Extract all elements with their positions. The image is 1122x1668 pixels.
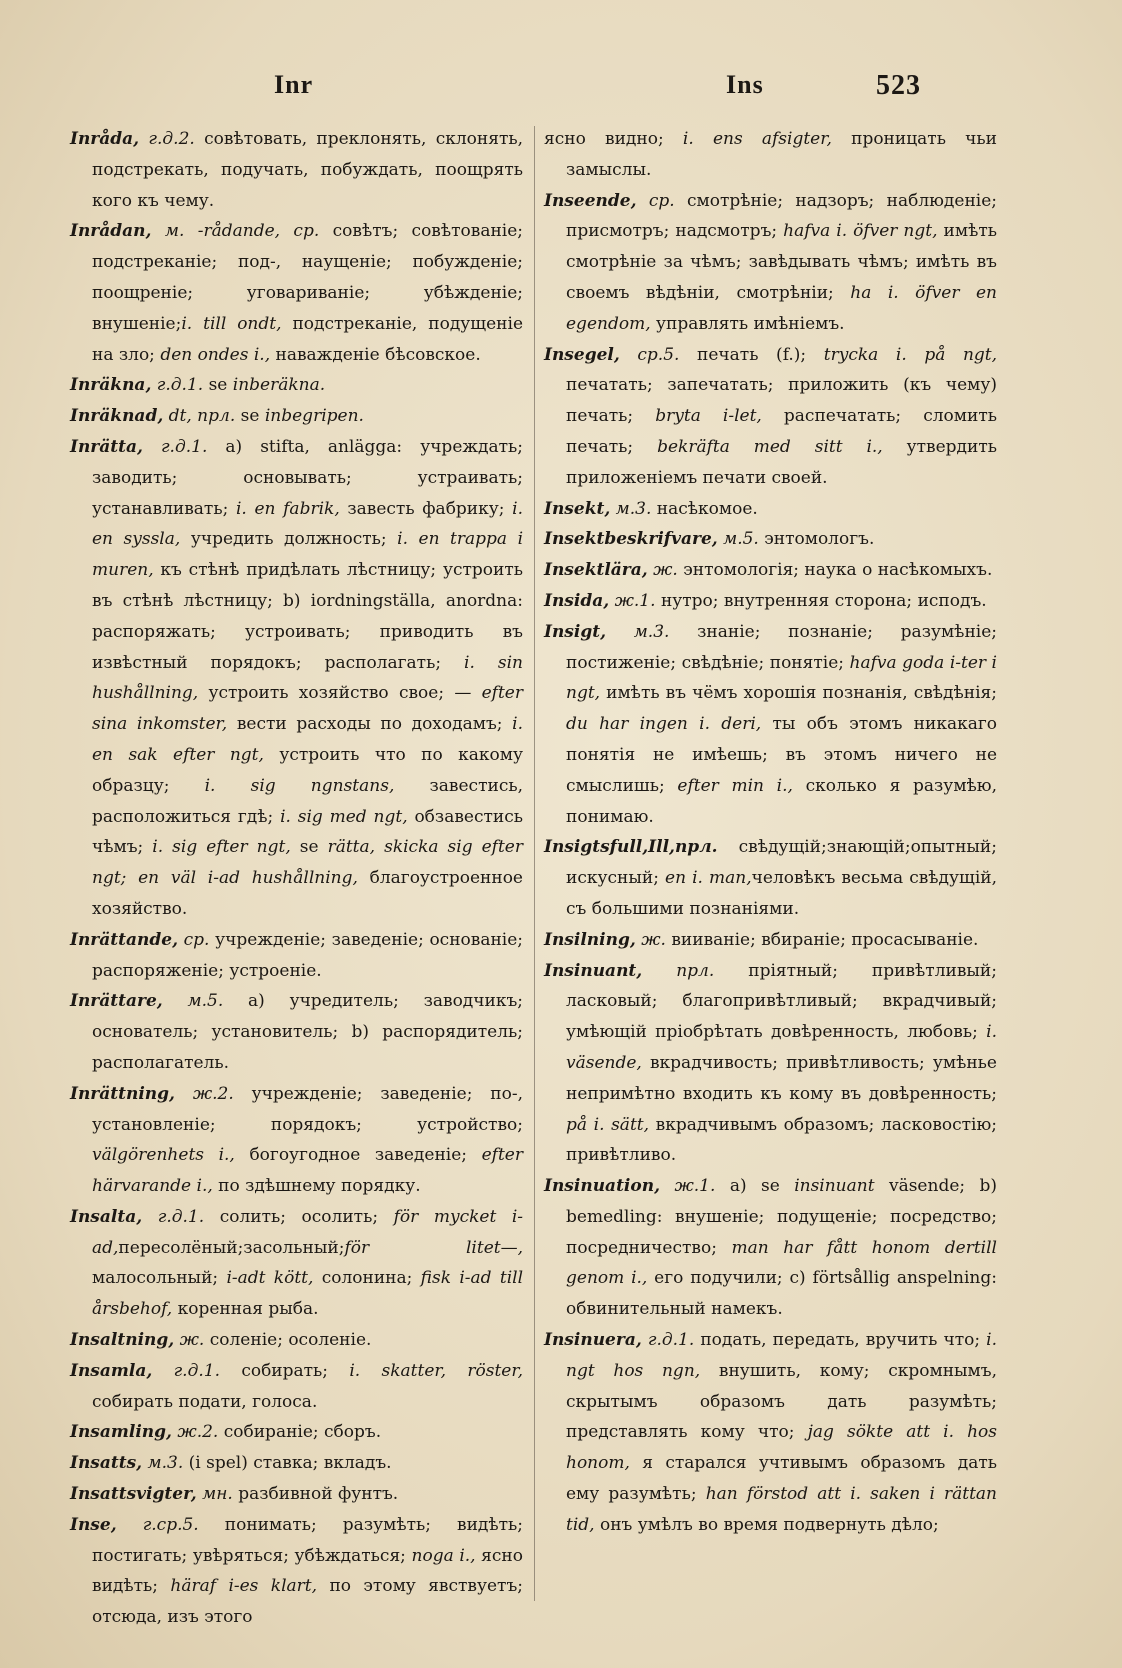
headword: Insatts, — [70, 1453, 143, 1474]
headword: Insinuant, — [544, 960, 643, 981]
headword: Insamla, — [70, 1360, 153, 1381]
headword: Insattsvigter, — [70, 1484, 197, 1505]
right-column — [544, 124, 997, 1541]
dictionary-entry — [544, 340, 997, 494]
grammar-label: ж.1. — [674, 1176, 716, 1197]
dictionary-entry — [70, 925, 523, 987]
example-phrase: bryta i-let, — [655, 406, 762, 427]
translation: вкрадчивость; привѣтливость; умѣнье непримѣтно входить къ кому въ довѣренность; — [566, 1052, 997, 1104]
translation: завесть фабрику; — [339, 498, 513, 519]
definition: солить; осолить; — [219, 1206, 379, 1227]
definition: собираніе; сборъ. — [223, 1422, 382, 1443]
example-phrase: i. till ondt, — [181, 313, 282, 334]
translation: по этому явствуетъ; отсюда, изъ этого — [92, 1576, 523, 1628]
example-phrase: i. en syssla, — [92, 498, 523, 550]
grammar-label: мн. — [202, 1484, 233, 1505]
example-phrase: — efter sina inkomster, — [92, 683, 523, 735]
definition: совѣтъ; совѣтованіе; подстреканіе; под-, наущеніе; побужденіе; поощреніе; уговариваніе; убѣжденіе; внушеніе; — [92, 221, 524, 334]
dictionary-entry — [70, 1079, 523, 1202]
headword: Insigt, — [544, 621, 606, 642]
translation: обзавестись чѣмъ; — [92, 806, 523, 858]
dictionary-entry — [544, 1171, 997, 1325]
translation: внушить, кому; скромнымъ, скрытымъ образомъ дать разумѣть; представлять кому что; — [566, 1360, 997, 1443]
dictionary-entry — [544, 925, 997, 956]
column-divider — [534, 126, 535, 1601]
example-phrase: i. skatter, röster, — [328, 1360, 523, 1381]
dictionary-entry — [544, 956, 997, 1172]
definition: смотрѣніе; надзоръ; наблюденіе; присмотръ; надсмотръ; — [566, 190, 997, 242]
dictionary-entry — [70, 216, 523, 370]
example-phrase: häraf i-es klart, — [170, 1576, 318, 1597]
example-phrase: efter min i., — [677, 775, 793, 796]
headword: Insinuation, — [544, 1176, 661, 1197]
translation: подстреканіе, подущеніе на зло; — [92, 313, 523, 365]
grammar-label: г.д.1. — [173, 1360, 220, 1381]
example-phrase: du har ingen i. deri, — [566, 714, 762, 735]
definition: a) учредитель; заводчикъ; основатель; установитель; b) распорядитель; располагатель. — [92, 991, 524, 1073]
grammar-label: ж.2. — [177, 1422, 219, 1443]
translation: пересолёный;засольный; — [118, 1237, 345, 1258]
grammar-label: ж. — [641, 929, 666, 950]
example-phrase: efter härvarande i., — [92, 1145, 523, 1197]
example-phrase: för mycket i-ad, — [92, 1206, 524, 1258]
dictionary-entry — [544, 524, 997, 555]
dictionary-entry — [544, 1325, 997, 1541]
dictionary-entry — [544, 832, 997, 924]
headword: Inräkna, — [70, 375, 152, 396]
translation: вести расходы по доходамъ; — [227, 714, 513, 735]
example-phrase: i. en trappa i muren, — [92, 529, 524, 581]
example-phrase: trycka i. på ngt, — [806, 344, 998, 365]
translation: сколько я разумѣю, понимаю. — [566, 775, 997, 827]
translation: его подучили; c) förtsållig anspelning: обвинительный намекъ. — [566, 1268, 997, 1320]
dictionary-entry — [70, 1356, 523, 1418]
dictionary-entry — [544, 586, 997, 617]
definition: ясно видно; — [544, 129, 664, 149]
headword: Insalta, — [70, 1206, 143, 1227]
grammar-label: ср. — [183, 929, 210, 950]
example-phrase: i. sig ngnstans, — [204, 775, 395, 796]
definition: пріятный; привѣтливый; ласковый; благопривѣтливый; вкрадчивый; умѣющій пріобрѣтать довѣренность, любовь; — [566, 960, 997, 1043]
grammar-label: ср.5. — [637, 344, 680, 365]
headword: Insinuera, — [544, 1330, 642, 1351]
translation: устроить хозяйство свое; — [198, 683, 455, 704]
translation: къ стѣнѣ придѣлать лѣстницу; устроить въ стѣнѣ лѣстницу; b) iordningställa, anordna: распоряжать; устроивать; приводить въ извѣстный порядокъ; располагать; — [92, 560, 523, 673]
headword: Inrättare, — [70, 991, 163, 1012]
grammar-label: г.д.1. — [156, 375, 204, 396]
grammar-label: ж. — [179, 1330, 205, 1351]
example-phrase: han förstod att i. saken i rättan tid, — [566, 1484, 998, 1535]
definition: вииваніе; вбираніе; просасываніе. — [671, 929, 979, 950]
dictionary-entry — [544, 555, 997, 586]
translation: ясно видѣть; — [92, 1545, 523, 1597]
dictionary-entry — [70, 986, 523, 1078]
grammar-label: м.3. — [633, 621, 670, 642]
grammar-label: м. -rådande, ср. — [164, 221, 320, 242]
example-phrase: i-adt kött, — [226, 1268, 314, 1289]
dictionary-entry — [544, 617, 997, 833]
grammar-label: г.д.2. — [148, 129, 195, 149]
left-column — [70, 124, 523, 1633]
headword: Inrättande, — [70, 929, 178, 950]
example-phrase: i. sin hushållning, — [92, 652, 523, 704]
translation: устроить что по какому образцу; — [92, 744, 523, 796]
headword: Inräknad, — [70, 406, 164, 427]
dictionary-entry — [70, 1510, 523, 1633]
dictionary-entry — [70, 370, 523, 401]
grammar-label: dt, прл. — [168, 406, 236, 427]
dictionary-entry — [70, 1448, 523, 1479]
example-phrase: den ondes i., — [160, 344, 271, 365]
running-head-left: Inr — [274, 70, 314, 99]
headword: Inråda, — [70, 129, 140, 149]
translation: учредить должность; — [180, 529, 398, 550]
translation: коренная рыба. — [172, 1299, 319, 1320]
example-phrase: i. en sak efter ngt, — [92, 714, 523, 765]
definition: se — [208, 375, 228, 396]
dictionary-entry — [70, 1417, 523, 1448]
translation: собирать подати, голоса. — [92, 1391, 318, 1412]
definition: соленіе; осоленіе. — [209, 1330, 372, 1351]
page-number: 523 — [876, 70, 921, 101]
example-phrase: insinuant — [779, 1176, 875, 1197]
headword: Insektbeskrifvare, — [544, 529, 718, 550]
dictionary-entry — [544, 494, 997, 525]
definition: нутро; внутренняя сторона; исподъ. — [660, 590, 987, 611]
dictionary-entry — [70, 401, 523, 432]
grammar-label: м.3. — [615, 498, 652, 519]
grammar-label: ср. — [648, 190, 675, 211]
translation: я старался учтивымъ образомъ дать ему разумѣть; — [566, 1453, 997, 1505]
headword: Inrådan, — [70, 221, 152, 242]
grammar-label: м.5. — [723, 529, 759, 550]
definition: se — [240, 406, 260, 427]
definition: собирать; — [241, 1360, 329, 1381]
grammar-label: прл. — [676, 960, 715, 981]
grammar-label: г.д.1. — [160, 436, 208, 457]
headword: Insegel, — [544, 344, 620, 365]
definition: знаніе; познаніе; разумѣніе; постиженіе; свѣдѣніе; понятіе; — [566, 621, 997, 673]
grammar-label: ж.2. — [192, 1083, 234, 1104]
example-phrase: välgörenhets i., — [92, 1145, 235, 1166]
grammar-label: г.ср.5. — [142, 1514, 199, 1535]
example-phrase: för litet—, — [344, 1237, 523, 1258]
example-phrase: i. sig med ngt, — [280, 806, 408, 827]
headword: Insilning, — [544, 929, 636, 950]
grammar-label: г.д.1. — [647, 1330, 695, 1351]
headword: Insamling, — [70, 1422, 172, 1443]
translation: распечатать; сломить печать; — [566, 406, 997, 457]
example-phrase: inberäkna. — [227, 375, 326, 396]
example-phrase: på i. sätt, — [566, 1114, 650, 1135]
dictionary-entry — [544, 124, 997, 186]
definition: подать, передать, вручить что; — [700, 1330, 981, 1351]
headword: Inrätta, — [70, 436, 143, 457]
translation: человѣкъ весьма свѣдущій, съ большими познаніями. — [566, 868, 997, 919]
translation: наважденіе бѣсовское. — [270, 344, 481, 365]
definition: a) stifta, anlägga: учреждать; заводить; основывать; устраивать; устанавливать; — [92, 436, 524, 519]
translation: солонина; — [313, 1268, 421, 1289]
example-phrase: i. en fabrik, — [228, 498, 340, 519]
example-phrase: i. ngt hos ngn, — [566, 1330, 998, 1381]
example-phrase: noga i., — [405, 1545, 476, 1566]
grammar-label: м.5. — [187, 991, 224, 1012]
dictionary-entry — [70, 1202, 523, 1325]
definition: совѣтовать, преклонять, склонять, подстрекать, подучать, побуждать, поощрять кого къ чему. — [92, 129, 524, 211]
translation: ты объ этомъ никакаго понятія не имѣешь; въ этомъ ничего не смыслишь; — [566, 714, 998, 796]
definition: (i spel) ставка; вкладъ. — [188, 1453, 392, 1474]
example-phrase: bekräfta med sitt i., — [657, 436, 883, 457]
dictionary-entry — [544, 186, 997, 340]
example-phrase: en i. man, — [658, 868, 752, 889]
definition: понимать; разумѣть; видѣть; постигать; увѣряться; убѣждаться; — [92, 1514, 524, 1566]
grammar-label: ж. — [653, 560, 678, 581]
dictionary-entry — [70, 1325, 523, 1356]
dictionary-entry — [70, 124, 523, 216]
example-phrase: inbegripen. — [259, 406, 364, 427]
translation: проницать чьи замыслы. — [566, 129, 997, 180]
dictionary-entry — [70, 1479, 523, 1510]
dictionary-entry — [70, 432, 523, 925]
headword: Inseende, — [544, 190, 637, 211]
translation: онъ умѣлъ во время подвернуть дѣло; — [594, 1514, 939, 1535]
headword: Insigtsfull,Ill,прл. — [544, 837, 718, 858]
example-phrase: i. sig efter ngt, — [152, 837, 291, 858]
translation: имѣть въ чёмъ хорошія познанія, свѣдѣнія; — [600, 683, 997, 704]
example-phrase: i. väsende, — [566, 1022, 997, 1073]
grammar-label: г.д.1. — [157, 1206, 205, 1227]
example-phrase: hafva i. öfver ngt, — [777, 221, 938, 242]
definition: учрежденіе; заведеніе; по-, установленіе; порядокъ; устройство; — [92, 1083, 523, 1135]
example-phrase: rätta, skicka sig efter ngt; en väl i-ad hushållning, — [92, 837, 523, 889]
example-phrase: jag sökte att i. hos honom, — [566, 1422, 997, 1474]
example-phrase: i. ens afsigter, — [663, 129, 832, 149]
translation: благоустроенное хозяйство. — [92, 868, 523, 919]
example-phrase: fisk i-ad till årsbehof, — [92, 1268, 524, 1320]
translation: имѣть смотрѣніе за чѣмъ; завѣдывать чѣмъ; имѣть въ своемъ вѣдѣніи, смотрѣніи; — [566, 221, 997, 303]
headword: Inrättning, — [70, 1083, 175, 1104]
headword: Inse, — [70, 1514, 117, 1535]
example-phrase: hafva goda i-ter i ngt, — [566, 652, 997, 704]
translation: управлять имѣніемъ. — [650, 313, 845, 334]
definition: насѣкомое. — [656, 498, 758, 519]
running-head-right: Ins — [726, 70, 764, 99]
translation: богоугодное заведеніе; — [234, 1145, 482, 1166]
headword: Insekt, — [544, 498, 611, 519]
headword: Insaltning, — [70, 1330, 175, 1351]
definition: энтомологія; наука о насѣкомыхъ. — [683, 560, 993, 581]
translation: se — [290, 837, 328, 858]
definition: свѣдущій;знающій;опытный; искусный; — [566, 837, 997, 889]
grammar-label: м.3. — [147, 1453, 184, 1474]
translation: завестись, расположиться гдѣ; — [92, 775, 523, 827]
definition: энтомологъ. — [764, 529, 875, 550]
translation: утвердить приложеніемъ печати своей. — [566, 436, 998, 488]
example-phrase: ha i. öfver en egendom, — [566, 282, 997, 334]
grammar-label: ж.1. — [614, 590, 656, 611]
translation: вкрадчивымъ образомъ; ласковостію; привѣтливо. — [566, 1114, 998, 1166]
translation: печатать; запечатать; приложить (къ чему) печать; — [566, 375, 997, 427]
headword: Insektlära, — [544, 560, 648, 581]
definition: учрежденіе; заведеніе; основаніе; распоряженіе; устроеніе. — [92, 929, 524, 981]
definition: печать (f.); — [697, 344, 807, 365]
translation: по здѣшнему порядку. — [212, 1176, 421, 1197]
example-phrase: man har fått honom dertill genom i., — [566, 1237, 997, 1289]
definition: разбивной фунтъ. — [238, 1484, 399, 1505]
translation: väsende; b) bemedling: внушеніе; подущеніе; посредство; посредничество; — [566, 1176, 998, 1258]
translation: малосольный; — [92, 1268, 227, 1289]
definition: a) se — [729, 1176, 780, 1197]
headword: Insida, — [544, 590, 610, 611]
